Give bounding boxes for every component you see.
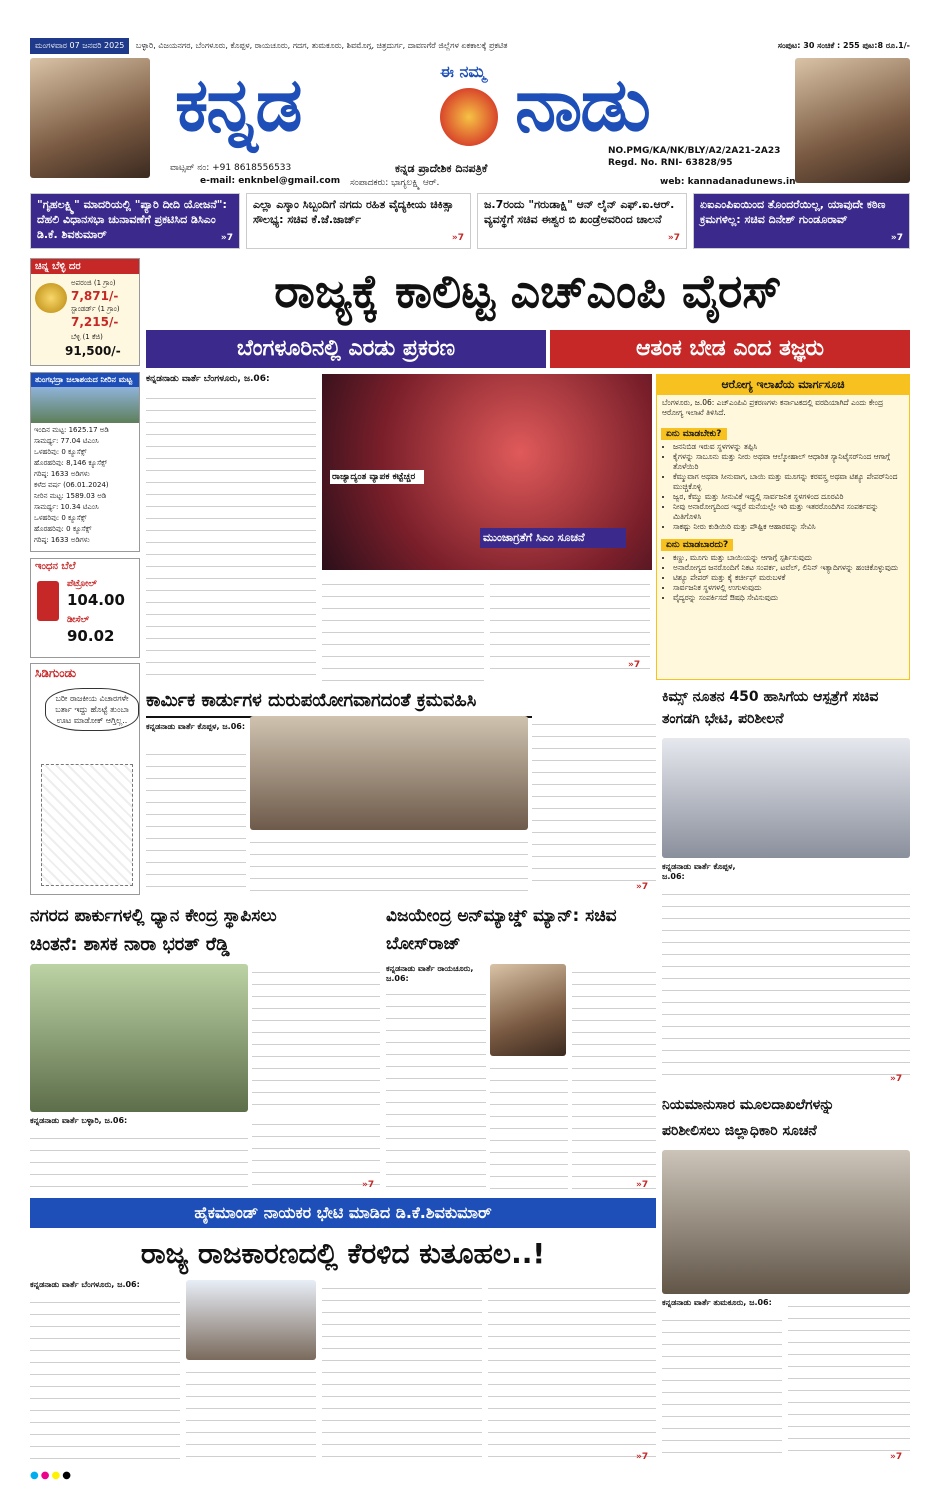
kims-body	[662, 886, 910, 1086]
dks-body-col1	[30, 1294, 180, 1462]
lead-subhead-left: ಬೆಂಗಳೂರಿನಲ್ಲಿ ಎರಡು ಪ್ರಕರಣ	[146, 330, 546, 368]
phone-line: ವಾಟ್ಸಪ್ ನಂ: +91 8618556533	[170, 163, 292, 173]
health-advisory-box	[656, 374, 910, 680]
advisory-donts-list	[657, 553, 909, 603]
dam-level-row: ಗರಿಷ್ಠ: 1633 ಅಡಿಗಳು	[34, 536, 90, 544]
advisory-item: • ಸಾರ್ವಜನಿಕ ಸ್ಥಳಗಳಲ್ಲಿ ಉಗುಳುವುದು	[673, 583, 903, 593]
top-headline-3-text: ಜ.7ರಂದು "ಗರುಡಾಕ್ಷಿ" ಆನ್ ಲೈನ್ ಎಫ್.ಐ.ಆರ್. ವ್ಯವಸ್ಥೆಗೆ ಸಚಿವ ಈಶ್ವರ ಬಿ ಖಂಡ್ರೆಅವರಿಂದ ಚಾಲನೆ	[484, 198, 675, 226]
advisory-item: • ಸಾಕಷ್ಟು ನೀರು ಕುಡಿಯಿರಿ ಮತ್ತು ಪೌಷ್ಟಿಕ ಆಹಾರವನ್ನು ಸೇವಿಸಿ	[673, 522, 903, 532]
top-headline-1-text: "ಗೃಹಲಕ್ಷ್ಮಿ" ಮಾದರಿಯಲ್ಲಿ "ಪ್ಯಾರಿ ದೀದಿ ಯೋಜನೆ": ದೆಹಲಿ ವಿಧಾನಸಭಾ ಚುನಾವಣೆಗೆ ಪ್ರಕಟಿಸಿದ ಡಿಸಿಎಂ ಡಿ.ಕೆ. ಶಿವಕುಮಾರ್	[37, 198, 227, 241]
top-headline-3[interactable]	[477, 193, 687, 249]
dks-kicker: ಹೈಕಮಾಂಡ್ ನಾಯಕರ ಭೇಟಿ ಮಾಡಿದ ಡಿ.ಕೆ.ಶಿವಕುಮಾರ್	[30, 1198, 656, 1228]
dam-level-row: ಸಾಮರ್ಥ್ಯ: 77.04 ಟಿಎಂಸಿ	[34, 437, 99, 445]
masthead-strip	[30, 38, 910, 54]
top-headlines	[30, 193, 910, 251]
advisory-item: • ನೀವು ಅನಾರೋಗ್ಯದಿಂದ ಇದ್ದರೆ ಮನೆಯಲ್ಲೇ ಇರಿ ಮತ್ತು ಇತರರೊಂದಿಗಿನ ಸಂಪರ್ಕವನ್ನು ಮಿತಿಗೊಳಿಸಿ	[673, 502, 903, 522]
dks-photo	[186, 1280, 316, 1360]
labour-dateline: ಕನ್ನಡನಾಡು ವಾರ್ತೆ ಕೊಪ್ಪಳ, ಜ.06:	[146, 722, 246, 731]
lead-body-col3	[490, 576, 650, 672]
lead-headline: ರಾಜ್ಯಕ್ಕೆ ಕಾಲಿಟ್ಟ ಎಚ್ಎಂಪಿ ವೈರಸ್	[274, 264, 782, 318]
dks-body-col3	[322, 1280, 482, 1462]
dam-level-row: ಒಳಹರಿವು: 0 ಕ್ಯೂಸೆಕ್ಸ್	[34, 514, 87, 522]
gold-24-price: 7,871/-	[71, 289, 119, 303]
silver-label: ಬೆಳ್ಳಿ (1 ಕೆಜಿ)	[71, 333, 103, 341]
advisory-item: • ವೈದ್ಯರನ್ನು ಸಂಪರ್ಕಿಸದೆ ಔಷಧಿ ಸೇವಿಸುವುದು	[673, 593, 903, 603]
email-line: e-mail: enknbel@gmail.com	[200, 176, 341, 186]
top-headline-1[interactable]	[30, 193, 240, 249]
dam-level-row: ಒಳಹರಿವು: 0 ಕ್ಯೂಸೆಕ್ಸ್	[34, 448, 87, 456]
kims-hospital-photo	[662, 738, 910, 858]
dam-level-title: ತುಂಗಭದ್ರಾ ಜಲಾಶಯದ ನೀರಿನ ಮಟ್ಟ	[31, 373, 139, 387]
advisory-item: • ಜನನಿಬಿಡ ಇರುವ ಸ್ಥಳಗಳನ್ನು ತಪ್ಪಿಸಿ	[673, 442, 903, 452]
kims-dateline: ಕನ್ನಡನಾಡು ವಾರ್ತೆ ಕೊಪ್ಪಳ, ಜ.06:	[662, 862, 736, 881]
dc-headline-1: ನಿಯಮಾನುಸಾರ ಮೂಲದಾಖಲೆಗಳನ್ನು	[662, 1097, 835, 1113]
portrait-left	[30, 58, 150, 178]
kims-headline: ಕಿಮ್ಸ್ ನೂತನ 450 ಹಾಸಿಗೆಯ ಆಸ್ಪತ್ರೆಗೆ ಸಚಿವ ತಂಗಡಗಿ ಭೇಟಿ, ಪರಿಶೀಲನೆ	[662, 689, 879, 727]
dam-level-row: ನೀರಿನ ಮಟ್ಟ: 1589.03 ಅಡಿ	[34, 492, 107, 500]
lead-photo-caption-1: ರಾಜ್ಯಾದ್ಯಂತ ವ್ಯಾಪಕ ಕಟ್ಟೆಚ್ಚರ	[330, 470, 424, 484]
top-headline-2-text: ಎಲ್ಲಾ ಎಸ್ಕಾಂ ಸಿಬ್ಬಂದಿಗೆ ನಗದು ರಹಿತ ವೈದ್ಯಕೀಯ ಚಿಕಿತ್ಸಾ ಸೌಲಭ್ಯ: ಸಚಿವ ಕೆ.ಜೆ.ಜಾರ್ಜ್	[253, 198, 454, 226]
dks-body-col4	[488, 1280, 656, 1462]
dks-dateline: ಕನ್ನಡನಾಡು ವಾರ್ತೆ ಬೆಂಗಳೂರು, ಜ.06:	[30, 1280, 140, 1289]
gold-coins-icon	[35, 283, 67, 313]
districts-line: ಬಳ್ಳಾರಿ, ವಿಜಯನಗರ, ಬೆಂಗಳೂರು, ಕೊಪ್ಪಳ, ರಾಯಚೂರು, ಗದಗ, ತುಮಕೂರು, ಶಿವಮೊಗ್ಗ, ಚಿತ್ರದುರ್ಗ, ದಾವಣಗೆರೆ ಜಿಲ್ಲೆಗಳ ಏಕಕಾಲಕ್ಕೆ ಪ್ರಕಟಿತ	[135, 41, 508, 50]
diesel-label: ಡೀಸೆಲ್	[67, 615, 90, 625]
page-ref: »7	[890, 1074, 903, 1084]
gold-22-label: ಸ್ಟಾಂಡರ್ಡ್ (1 ಗ್ರಾಂ)	[71, 305, 120, 313]
advisory-intro: ಬೆಂಗಳೂರು, ಜ.06: ಎಚ್‌ಎಂಪಿವಿ ಪ್ರಕರಣಗಳು ಕರ್ನಾಟಕದಲ್ಲಿ ವರದಿಯಾಗಿದೆ ಎಂದು ಕೇಂದ್ರ ಆರೋಗ್ಯ ಇಲಾಖೆ ತಿಳಿಸಿದೆ.	[662, 398, 884, 417]
dam-level-row: ಹೊರಹರಿವು: 8,146 ಕ್ಯೂಸೆಕ್ಸ್	[34, 459, 108, 467]
dam-level-row: ಇಂದಿನ ಮಟ್ಟ: 1625.17 ಅಡಿ	[34, 426, 109, 434]
dam-photo	[31, 387, 139, 423]
lead-body-col1	[146, 390, 316, 680]
petrol-label: ಪೆಟ್ರೋಲ್	[67, 579, 97, 589]
advisory-donts-title: ಏನು ಮಾಡಬಾರದು?	[661, 539, 733, 551]
parks-body-col2	[30, 1130, 248, 1190]
print-registration-marks: ●●●●	[30, 1470, 73, 1481]
gold-rate-box	[30, 258, 140, 366]
dks-headline: ರಾಜ್ಯ ರಾಜಕಾರಣದಲ್ಲಿ ಕೆರಳಿದ ಕುತೂಹಲ..!	[140, 1237, 546, 1270]
parks-headline-1: ನಗರದ ಪಾರ್ಕುಗಳಲ್ಲಿ ಧ್ಯಾನ ಕೇಂದ್ರ ಸ್ಥಾಪಿಸಲು	[30, 906, 277, 926]
page-ref: »7	[362, 1180, 375, 1190]
advisory-title: ಆರೋಗ್ಯ ಇಲಾಖೆಯ ಮಾರ್ಗಸೂಚಿ	[657, 375, 909, 395]
advisory-item: • ಟಿಶ್ಯೂ ಪೇಪರ್ ಮತ್ತು ಕೈ ಕರ್ಚೀಫ್ ಮರುಬಳಕೆ	[673, 573, 903, 583]
issue-info: ಸಂಪುಟ: 30 ಸಂಚಿಕೆ : 255 ಪುಟ:8 ರೂ.1/-	[772, 38, 910, 54]
parks-dateline: ಕನ್ನಡನಾಡು ವಾರ್ತೆ ಬಳ್ಳಾರಿ, ಜ.06:	[30, 1116, 128, 1125]
dam-level-row: ಕಳೆದ ವರ್ಷ (06.01.2024)	[34, 481, 109, 489]
editor-line: ಸಂಪಾದಕರು: ಭಾಗ್ಯಲಕ್ಷ್ಮಿ ಆರ್.	[350, 178, 440, 188]
petrol-price: 104.00	[67, 591, 125, 609]
lead-body-col2	[322, 576, 484, 682]
dam-level-box	[30, 372, 140, 552]
dc-headline-2: ಪರಿಶೀಲಿಸಲು ಜಿಲ್ಲಾಧಿಕಾರಿ ಸೂಚನೆ	[662, 1123, 817, 1139]
cartoon-speech: ಬರೀ ರಾಜಕೀಯ ವಿಚಾರಗಳೇ ಬರ್ತಾ ಇದ್ದು ಹೊಟ್ಟೆ ತುಂಬಾ ಊಟ ಮಾಡೋಕ್ ಆಗ್ತಿಲ್ಲ..	[45, 688, 139, 731]
top-headline-2[interactable]	[246, 193, 471, 249]
silver-price: 91,500/-	[65, 344, 121, 358]
dks-body-col2	[186, 1364, 316, 1462]
dc-body-col2	[788, 1298, 910, 1462]
logo-small-word: ಈ ನಮ್ಮ	[440, 62, 486, 81]
gold-24-label: ಅಪರಂಜಿ (1 ಗ್ರಾಂ)	[71, 279, 116, 287]
parks-body-col1	[252, 964, 380, 1112]
vijayendra-body-col3	[572, 964, 656, 1190]
fuel-price-box	[30, 558, 140, 658]
cartoon-drawing	[41, 764, 133, 886]
advisory-dos-list	[657, 442, 909, 532]
tagline: ಕನ್ನಡ ಪ್ರಾದೇಶಿಕ ದಿನಪತ್ರಿಕೆ	[395, 162, 488, 175]
advisory-item: • ಕಣ್ಣು, ಮೂಗು ಮತ್ತು ಬಾಯಿಯನ್ನು ಆಗಾಗ್ಗೆ ಸ್ಪರ್ಶಿಸುವುದು	[673, 553, 903, 563]
advisory-item: • ಕೆಮ್ಮುವಾಗ ಅಥವಾ ಸೀನುವಾಗ, ಬಾಯಿ ಮತ್ತು ಮೂಗನ್ನು ಕರವಸ್ತ್ರ ಅಥವಾ ಟಿಶ್ಯೂ ಪೇಪರ್‌ನಿಂದ ಮುಚ್ಚಿಕೊಳ್ಳಿ	[673, 472, 903, 492]
logo-left-word: ಕನ್ನಡ	[175, 62, 301, 148]
dc-body-col1	[662, 1312, 782, 1462]
website-line: web: kannadanadunews.in	[660, 177, 796, 187]
cartoon-box	[30, 663, 140, 895]
dam-level-row: ಗರಿಷ್ಠ: 1633 ಅಡಿಗಳು	[34, 470, 90, 478]
vijayendra-dateline: ಕನ್ನಡನಾಡು ವಾರ್ತೆ ರಾಯಚೂರು, ಜ.06:	[386, 964, 474, 983]
dc-inspection-photo	[662, 1150, 910, 1294]
lead-dateline: ಕನ್ನಡನಾಡು ವಾರ್ತೆ ಬೆಂಗಳೂರು, ಜ.06:	[146, 374, 270, 384]
labour-meeting-photo	[250, 716, 528, 830]
advisory-item: • ಕೈಗಳನ್ನು ಸಾಬೂನು ಮತ್ತು ನೀರು ಅಥವಾ ಆಲ್ಕೋಹಾಲ್ ಆಧಾರಿತ ಸ್ಯಾನಿಟೈಸರ್‌ನಿಂದ ಆಗಾಗ್ಗೆ ತೊಳೆಯಿರಿ	[673, 452, 903, 472]
lead-photo-caption-2: ಮುಂಜಾಗ್ರತೆಗೆ ಸಿಎಂ ಸೂಚನೆ	[480, 528, 626, 548]
fuel-price-title: ಇಂಧನ ಬೆಲೆ	[31, 559, 139, 574]
lead-subhead-right: ಆತಂಕ ಬೇಡ ಎಂದ ತಜ್ಞರು	[550, 330, 910, 368]
reg-line-1: NO.PMG/KA/NK/BLY/A2/2A21-2A23	[608, 146, 781, 156]
dam-level-row: ಹೊರಹರಿವು: 0 ಕ್ಯೂಸೆಕ್ಸ್	[34, 525, 92, 533]
page-ref: »7	[667, 233, 680, 243]
logo-right-word: ನಾಡು	[515, 62, 649, 148]
page-ref: »7	[890, 1452, 903, 1462]
labour-body-col2	[250, 834, 528, 892]
diesel-price: 90.02	[67, 627, 115, 645]
vijayendra-body-col1	[386, 986, 486, 1190]
top-headline-4-text: ಏಐಎಂಪಿಐಯಿಂದ ತೊಂದರೆಯಿಲ್ಲ, ಯಾವುದೇ ಕಠಿಣ ಕ್ರಮಗಳಿಲ್ಲ: ಸಚಿವ ದಿನೇಶ್ ಗುಂಡೂರಾವ್	[700, 198, 886, 226]
advisory-item: • ಜ್ವರ, ಕೆಮ್ಮು ಮತ್ತು ಸೀನುವಿಕೆ ಇದ್ದಲ್ಲಿ ಸಾರ್ವಜನಿಕ ಸ್ಥಳಗಳಿಂದ ದೂರವಿರಿ	[673, 492, 903, 502]
reg-line-2: Regd. No. RNI- 63828/95	[608, 158, 733, 168]
fuel-pump-icon	[37, 581, 59, 621]
dam-level-row: ಸಾಮರ್ಥ್ಯ: 10.34 ಟಿಎಂಸಿ	[34, 503, 99, 511]
gold-rate-title: ಚಿನ್ನ ಬೆಳ್ಳಿ ದರ	[31, 259, 139, 274]
labour-body-col1	[146, 746, 246, 892]
vijayendra-body-col2	[490, 1060, 568, 1190]
page-ref: »7	[636, 1452, 649, 1462]
emblem-icon	[440, 88, 498, 146]
issue-date: ಮಂಗಳವಾರ 07 ಜನವರಿ 2025	[30, 38, 129, 54]
advisory-dos-title: ಏನು ಮಾಡಬೇಕು?	[661, 428, 727, 440]
labour-body-col3	[532, 716, 656, 892]
page-ref: »7	[636, 1180, 649, 1190]
page-ref: »7	[451, 233, 464, 243]
gold-22-price: 7,215/-	[71, 315, 119, 329]
advisory-item: • ಅನಾರೋಗ್ಯದ ಜನರೊಂದಿಗೆ ನಿಕಟ ಸಂಪರ್ಕ, ಟವೆಲ್, ಲಿನಿನ್ ಇತ್ಯಾದಿಗಳನ್ನು ಹಂಚಿಕೊಳ್ಳುವುದು	[673, 563, 903, 573]
parks-group-photo	[30, 964, 248, 1112]
top-headline-4[interactable]	[693, 193, 910, 249]
portrait-right	[795, 58, 910, 183]
parks-body-col3	[252, 1116, 380, 1190]
page-ref: »7	[890, 233, 903, 243]
parks-headline-2: ಚಿಂತನೆ: ಶಾಸಕ ನಾರಾ ಭರತ್ ರೆಡ್ಡಿ	[30, 934, 230, 955]
page-ref: »7	[220, 233, 233, 243]
cartoon-title: ಸಿಡಿಗುಂಡು	[31, 664, 139, 683]
dam-level-rows	[31, 423, 139, 548]
page-ref: »7	[636, 882, 649, 892]
dc-dateline: ಕನ್ನಡನಾಡು ವಾರ್ತೆ ತುಮಕೂರು, ಜ.06:	[662, 1298, 772, 1307]
vijayendra-headline: ವಿಜಯೇಂದ್ರ ಅನ್‌ಮ್ಯಾಚ್ಡ್ ಮ್ಯಾನ್: ಸಚಿವ ಬೋಸ್‌ರಾಜ್	[386, 906, 617, 954]
page-ref: »7	[628, 660, 641, 670]
minister-photo	[490, 964, 566, 1056]
labour-headline: ಕಾರ್ಮಿಕ ಕಾರ್ಡುಗಳ ದುರುಪಯೋಗವಾಗದಂತೆ ಕ್ರಮವಹಿಸಿ	[146, 686, 656, 718]
